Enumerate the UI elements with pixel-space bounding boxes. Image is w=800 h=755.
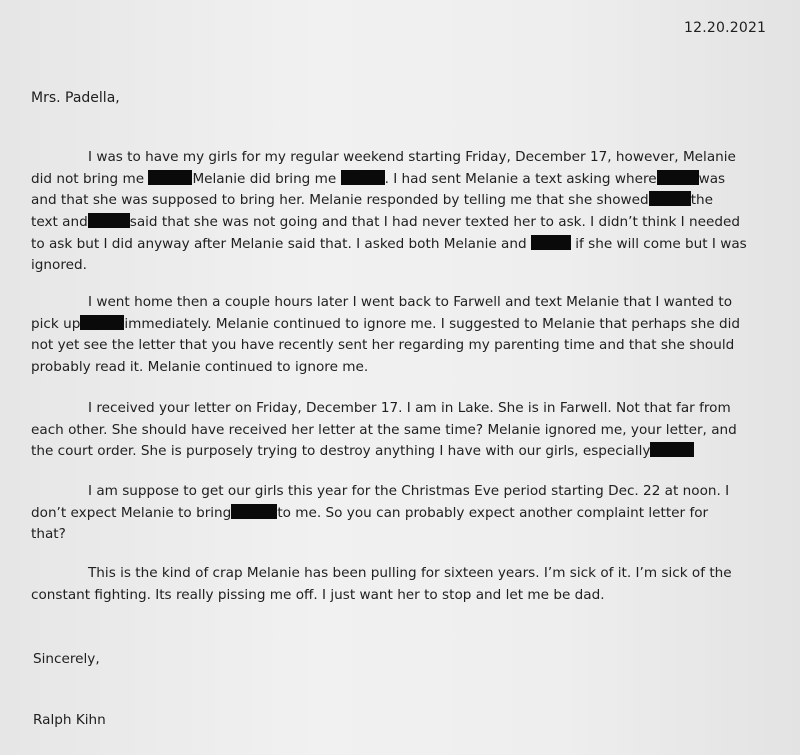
paragraph-line bbox=[31, 441, 775, 463]
paragraph-line bbox=[31, 169, 775, 191]
line-text: I am suppose to get our girls this year for the Christmas Eve period starting Dec. 22 at noon. I bbox=[88, 483, 730, 499]
paragraph-line bbox=[31, 234, 775, 256]
line-text: ignored. bbox=[31, 257, 87, 274]
line-text: pick up bbox=[31, 315, 81, 332]
line-text: immediately. Melanie continued to ignore me. I suggested to Melanie that perhaps she did bbox=[124, 315, 741, 332]
line-text: and that she was supposed to bring her. Melanie responded by telling me that she showed bbox=[31, 192, 649, 209]
line-text: constant fighting. Its really pissing me off. I just want her to stop and let me be dad. bbox=[31, 586, 605, 603]
line-text: don’t expect Melanie to bring bbox=[31, 504, 232, 521]
redaction-bar bbox=[341, 170, 385, 185]
line-text: Melanie did bring me bbox=[192, 170, 341, 187]
line-text: I was to have my girls for my regular weekend starting Friday, December 17, however, Melanie bbox=[88, 149, 736, 165]
line-text: each other. She should have received her letter at the same time? Melanie ignored me, your letter, and bbox=[31, 421, 737, 438]
line-text: text and bbox=[31, 214, 88, 231]
signature-name: Ralph Kihn bbox=[33, 712, 106, 728]
line-text: that? bbox=[31, 526, 66, 543]
paragraph-line bbox=[31, 190, 775, 212]
salutation: Mrs. Padella, bbox=[31, 90, 120, 106]
line-text: said that she was not going and that I had never texted her to ask. I didn’t think I needed bbox=[129, 214, 740, 231]
line-text: the bbox=[690, 192, 713, 209]
paragraph-line bbox=[31, 481, 775, 503]
paragraph-line bbox=[31, 335, 775, 357]
paragraph-line bbox=[31, 357, 775, 379]
letter-date: 12.20.2021 bbox=[684, 20, 767, 36]
redaction-bar bbox=[531, 235, 571, 250]
line-text: to ask but I did anyway after Melanie said that. I asked both Melanie and bbox=[31, 235, 531, 252]
line-text: if she will come but I was bbox=[570, 235, 747, 252]
paragraph-1 bbox=[31, 147, 775, 277]
line-text: This is the kind of crap Melanie has been pulling for sixteen years. I’m sick of it. I’m sick of the bbox=[88, 565, 732, 581]
line-text: did not bring me bbox=[31, 170, 149, 187]
line-text: . I had sent Melanie a text asking where bbox=[384, 170, 657, 187]
paragraph-line bbox=[31, 585, 775, 607]
line-text: was bbox=[698, 170, 726, 187]
redaction-bar bbox=[231, 504, 277, 519]
paragraph-line bbox=[31, 563, 775, 585]
paragraph-line bbox=[31, 503, 775, 525]
redaction-bar bbox=[88, 213, 130, 228]
paragraph-line bbox=[31, 147, 775, 169]
paragraph-line bbox=[31, 524, 775, 546]
line-text: to me. So you can probably expect another complaint letter for bbox=[277, 504, 709, 521]
redaction-bar bbox=[80, 315, 124, 330]
redaction-bar bbox=[657, 170, 699, 185]
paragraph-5 bbox=[31, 563, 775, 606]
paragraph-2 bbox=[31, 292, 775, 379]
line-text: the court order. She is purposely trying to destroy anything I have with our girls, especially bbox=[31, 443, 651, 460]
line-text: not yet see the letter that you have recently sent her regarding my parenting time and that she should bbox=[31, 337, 735, 354]
paragraph-line bbox=[31, 420, 775, 442]
line-text: probably read it. Melanie continued to ignore me. bbox=[31, 359, 369, 376]
paragraph-line bbox=[31, 255, 775, 277]
redaction-bar bbox=[148, 170, 192, 185]
line-text: I went home then a couple hours later I went back to Farwell and text Melanie that I wanted to bbox=[88, 294, 733, 310]
paragraph-line bbox=[31, 292, 775, 314]
paragraph-4 bbox=[31, 481, 775, 546]
closing: Sincerely, bbox=[33, 651, 100, 667]
redaction-bar bbox=[649, 191, 691, 206]
paragraph-3 bbox=[31, 398, 775, 463]
line-text: I received your letter on Friday, December 17. I am in Lake. She is in Farwell. Not that far from bbox=[88, 400, 731, 416]
paragraph-line bbox=[31, 398, 775, 420]
redaction-bar bbox=[650, 442, 694, 457]
paragraph-line bbox=[31, 212, 775, 234]
paragraph-line bbox=[31, 314, 775, 336]
